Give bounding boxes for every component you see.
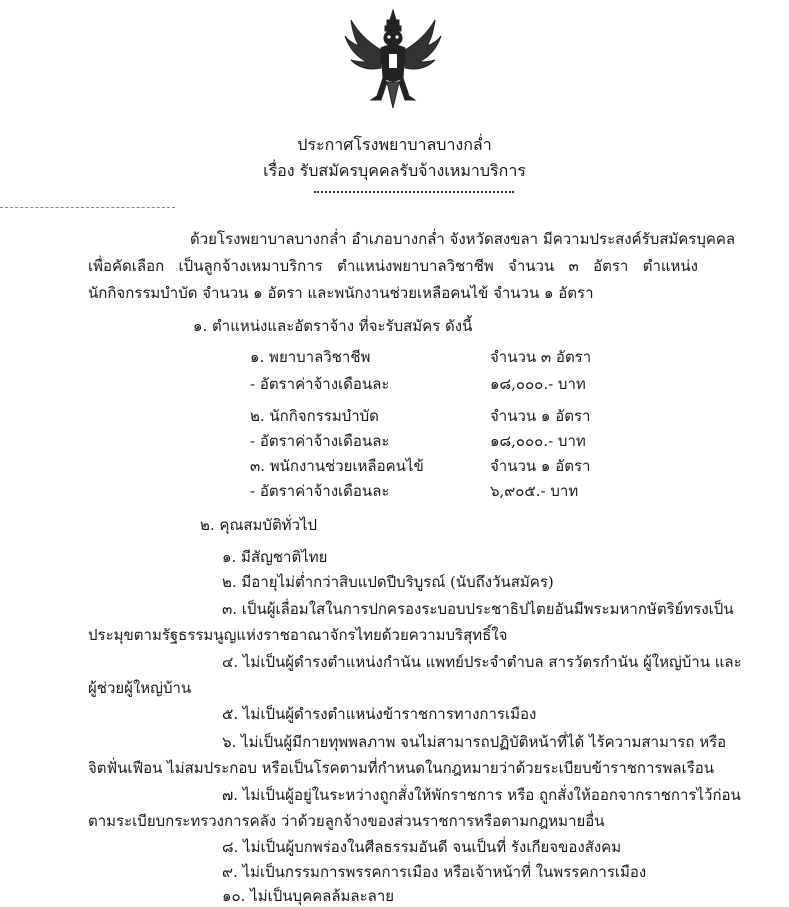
- qualification-2: ๒. มีอายุไม่ต่ำกว่าสิบแปดปีบริบูรณ์ (นับถึงวันสมัคร): [222, 573, 554, 591]
- qualification-6-line-2: จิตฟั่นเฟือน ไม่สมประกอบ หรือเป็นโรคตามที่กำหนดในกฎหมายว่าด้วยระเบียบข้าราชการพลเรือน: [88, 759, 715, 777]
- qualification-7-line-1: ๗. ไม่เป็นผู้อยู่ในระหว่างถูกสั่งให้พักราชการ หรือ ถูกสั่งให้ออกจากราชการไว้ก่อน: [222, 786, 741, 804]
- qualification-10: ๑๐. ไม่เป็นบุคคลล้มละลาย: [222, 887, 395, 905]
- position-1-count: จำนวน ๓ อัตรา: [490, 348, 592, 366]
- position-1-name: ๑. พยาบาลวิชาชีพ: [250, 348, 371, 366]
- qualification-4-line-2: ผู้ช่วยผู้ใหญ่บ้าน: [88, 679, 192, 697]
- position-2-wage-label: - อัตราค่าจ้างเดือนละ: [250, 432, 390, 450]
- qualification-9: ๙. ไม่เป็นกรรมการพรรคการเมือง หรือเจ้าหน้าที่ ในพรรคการเมือง: [222, 863, 647, 881]
- announcement-subject: เรื่อง รับสมัครบุคคลรับจ้างเหมาบริการ: [263, 161, 526, 180]
- qualification-5: ๕. ไม่เป็นผู้ดำรงตำแหน่งข้าราชการทางการเมือง: [222, 705, 537, 723]
- position-3-count: จำนวน ๑ อัตรา: [490, 457, 591, 475]
- position-1-wage-label: - อัตราค่าจ้างเดือนละ: [250, 375, 390, 393]
- intro-line-1: ด้วยโรงพยาบาลบางกล่ำ อำเภอบางกล่ำ จังหวัดสงขลา มีความประสงค์รับสมัครบุคคล: [190, 230, 736, 248]
- margin-mark: [0, 207, 175, 208]
- garuda-emblem: [343, 8, 443, 110]
- qualification-6-line-1: ๖. ไม่เป็นผู้มีกายทุพพลภาพ จนไม่สามารถปฏิบัติหน้าที่ได้ ไร้ความสามารถ หรือ: [222, 733, 727, 751]
- qualification-1: ๑. มีสัญชาติไทย: [222, 548, 328, 566]
- announcement-title: ประกาศโรงพยาบาลบางกล่ำ: [297, 135, 492, 154]
- qualification-8: ๘. ไม่เป็นผู้บกพร่องในศีลธรรมอันดี จนเป็นที่ รังเกียจของสังคม: [222, 838, 622, 856]
- qualification-7-line-2: ตามระเบียบกระทรวงการคลัง ว่าด้วยลูกจ้างของส่วนราชการหรือตามกฎหมายอื่น: [88, 812, 605, 830]
- position-3-name: ๓. พนักงานช่วยเหลือคนไข้: [250, 457, 424, 475]
- position-2-count: จำนวน ๑ อัตรา: [490, 407, 591, 425]
- section1-heading: ๑. ตำแหน่งและอัตราจ้าง ที่จะรับสมัคร ดังนี้: [193, 317, 473, 335]
- position-3-wage-label: - อัตราค่าจ้างเดือนละ: [250, 482, 390, 500]
- qualification-3-line-1: ๓. เป็นผู้เลื่อมใสในการปกครองระบอบประชาธิปไตยอันมีพระมหากษัตริย์ทรงเป็น: [222, 600, 734, 618]
- position-2-wage: ๑๘,๐๐๐.- บาท: [490, 432, 586, 450]
- qualification-3-line-2: ประมุขตามรัฐธรรมนูญแห่งราชอาณาจักรไทยด้วยความบริสุทธิ์ใจ: [88, 626, 508, 644]
- section2-heading: ๒. คุณสมบัติทั่วไป: [200, 516, 318, 534]
- title-separator: [314, 191, 514, 193]
- intro-line-3: นักกิจกรรมบำบัด จำนวน ๑ อัตรา และพนักงานช่วยเหลือคนไข้ จำนวน ๑ อัตรา: [88, 284, 594, 302]
- position-1-wage: ๑๘,๐๐๐.- บาท: [490, 375, 586, 393]
- position-3-wage: ๖,๙๐๕.- บาท: [490, 482, 579, 500]
- intro-line-2: เพื่อคัดเลือก เป็นลูกจ้างเหมาบริการ ตำแหน่งพยาบาลวิชาชีพ จำนวน ๓ อัตรา ตำแหน่ง: [88, 257, 698, 275]
- position-2-name: ๒. นักกิจกรรมบำบัด: [250, 407, 379, 425]
- qualification-4-line-1: ๔. ไม่เป็นผู้ดำรงตำแหน่งกำนัน แพทย์ประจำตำบล สารวัตรกำนัน ผู้ใหญ่บ้าน และ: [222, 653, 742, 671]
